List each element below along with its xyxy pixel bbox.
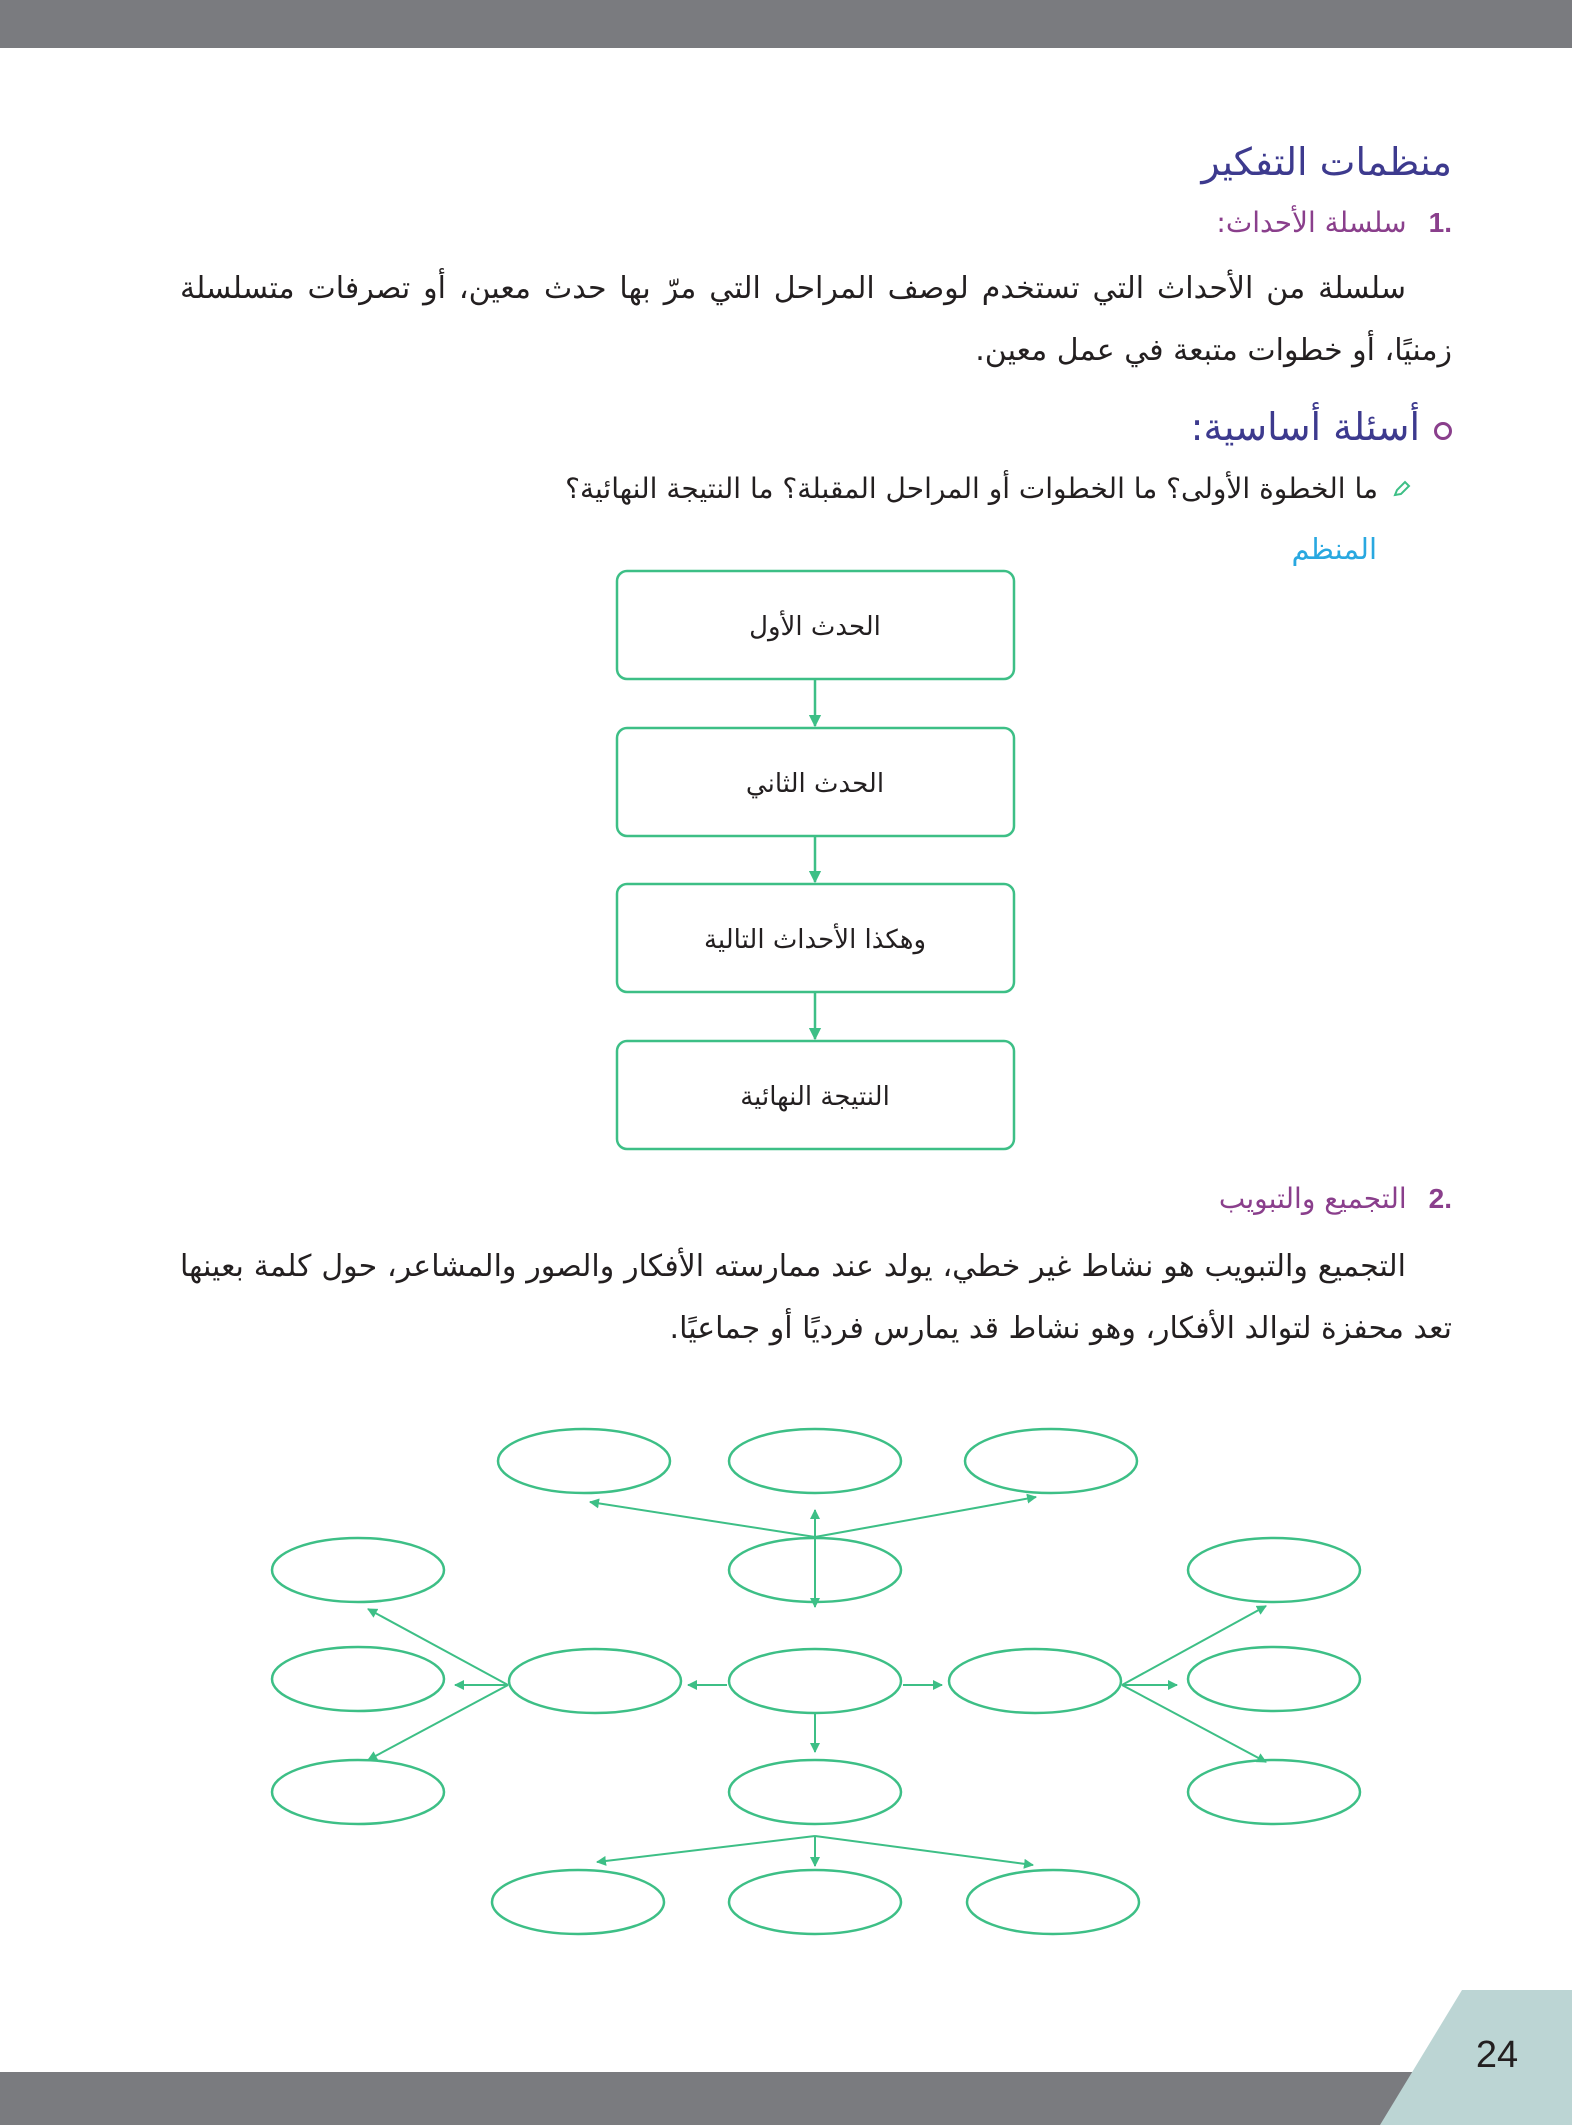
cluster-node-right-upper xyxy=(1188,1538,1360,1602)
flow-step-3: وهكذا الأحداث التالية xyxy=(703,925,927,955)
cluster-node-top-center xyxy=(729,1429,901,1493)
cluster-node-top-right xyxy=(965,1429,1137,1493)
sequence-flowchart xyxy=(617,571,1014,1149)
bottom-bar xyxy=(0,2072,1572,2125)
arrow-top-left xyxy=(590,1502,815,1537)
cluster-node-right-lower xyxy=(1188,1760,1360,1824)
cluster-node-bottom-center xyxy=(729,1870,901,1934)
cluster-node-right xyxy=(949,1649,1121,1713)
flow-step-4: النتيجة النهائية xyxy=(740,1082,890,1112)
cluster-node-far-right xyxy=(1188,1647,1360,1711)
cluster-node-left-lower xyxy=(272,1760,444,1824)
flow-step-2: الحدث الثاني xyxy=(745,769,885,799)
section-2-number: .2 xyxy=(1428,1183,1452,1214)
arrow-right-down xyxy=(1122,1685,1266,1762)
cluster-node-far-left xyxy=(272,1647,444,1711)
cluster-node-center xyxy=(729,1649,901,1713)
basic-question-text: ما الخطوة الأولى؟ ما الخطوات أو المراحل المقبلة؟ ما النتيجة النهائية؟ xyxy=(565,472,1378,505)
arrow-left-up xyxy=(368,1609,508,1685)
page-title: منظمات التفكير xyxy=(1201,140,1452,184)
arrow-top-right xyxy=(815,1497,1036,1537)
arrow-bottom-left xyxy=(597,1836,815,1862)
section-1-paragraph-text: سلسلة من الأحداث التي تستخدم لوصف المراحل التي مرّ بها حدث معين، أو تصرفات متسلسلة زمنيًا، أو خطوات متبعة في عمل معين. xyxy=(180,271,1452,368)
cluster-node-lower-center xyxy=(729,1760,901,1824)
cluster-node-bottom-left xyxy=(492,1870,664,1934)
section-2-paragraph-text: التجميع والتبويب هو نشاط غير خطي، يولد عند ممارسته الأفكار والصور والمشاعر، حول كلمة بعينها تعد محفزة لتوالد الأفكار، وهو نشاط قد يمارس فرديًا أو جماعيًا. xyxy=(180,1249,1452,1346)
basic-questions-heading-text: أسئلة أساسية: xyxy=(1190,405,1420,449)
organizer-label: المنظم xyxy=(1291,532,1377,566)
clustering-diagram xyxy=(272,1429,1360,1934)
flow-step-1: الحدث الأول xyxy=(749,612,881,642)
arrow-left-down xyxy=(368,1685,508,1760)
cluster-node-left xyxy=(509,1649,681,1713)
cluster-node-left-upper xyxy=(272,1538,444,1602)
section-2-heading-text: التجميع والتبويب xyxy=(1218,1182,1407,1215)
cluster-node-top-left xyxy=(498,1429,670,1493)
section-1-heading-text: سلسلة الأحداث: xyxy=(1216,206,1407,239)
section-1-number: .1 xyxy=(1428,207,1452,238)
page-number: 24 xyxy=(1475,2034,1519,2076)
arrow-bottom-right xyxy=(815,1836,1033,1865)
arrow-right-up xyxy=(1122,1606,1266,1685)
cluster-node-bottom-right xyxy=(967,1870,1139,1934)
